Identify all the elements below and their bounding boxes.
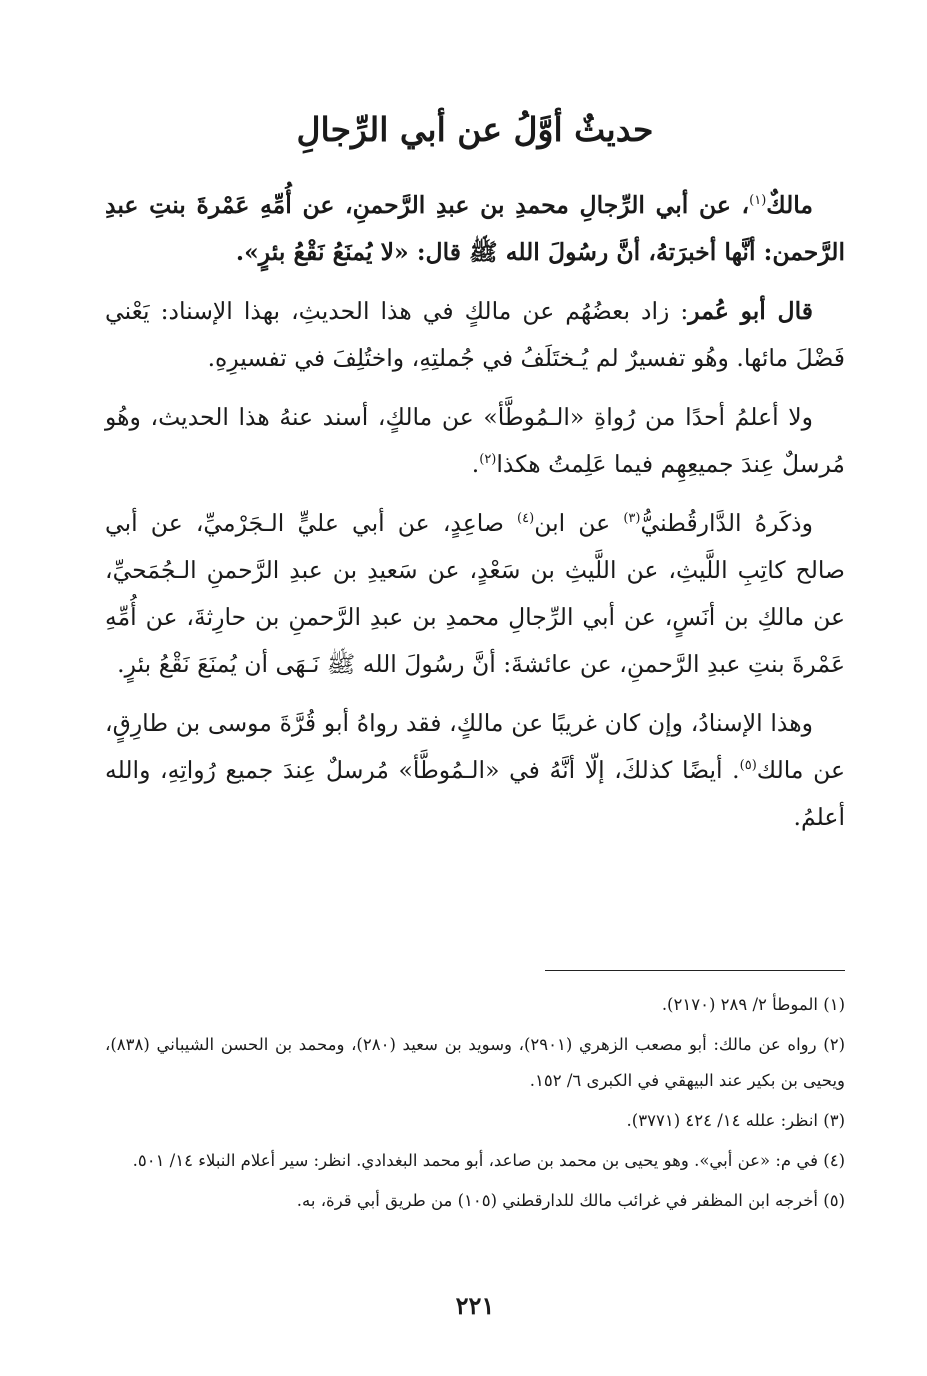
commentary-text: ولا أعلمُ أحدًا من رُواةِ «الـمُوطَّأ» عن مالكٍ، أسند عنهُ هذا الحديث، وهُو مُرسلٌ عِندَ جميعِهِم فيما عَلِمتُ هكذا [105, 403, 845, 478]
footnote-ref-2[interactable]: (٢) [479, 452, 497, 468]
narrator-name: مالكٌ [766, 191, 813, 219]
footnote-1: (١) الموطأ ٢/ ٢٨٩ (٢١٧٠). [661, 995, 845, 1014]
footnote-divider [545, 970, 845, 971]
commentary-text: : زاد بعضُهُم عن مالكٍ في هذا الحديثِ، بهذا الإسناد: يَعْني فَضْلَ مائها. وهُو تفسيرٌ لم يُـختَلَفُ في جُملتِهِ، واختُلِفَ في تفسيرِهِ. [105, 297, 845, 372]
commentator-name: قال أبو عُمر [688, 297, 813, 325]
page-number: ٢٢١ [455, 1291, 495, 1320]
main-text [105, 182, 845, 853]
commentary-text: . [471, 450, 480, 478]
hadith-text: ، عن أبي الرِّجالِ محمدِ بن عبدِ الرَّحمنِ، عن أُمِّهِ عَمْرةَ بنتِ عبدِ الرَّحمن: أنَّها أخبرَتهُ، أنَّ رسُولَ الله ﷺ قال: «لا يُمنَعُ نَقْعُ بئرٍ». [105, 191, 845, 266]
isnad-text: عن ابن [534, 509, 624, 537]
hadith-paragraph [105, 182, 845, 276]
hadith-title: حديثٌ أوَّلُ عن أبي الرِّجالِ [296, 110, 654, 149]
footnote-4: (٤) في م: «عن أبي». وهو يحيى بن محمد بن صاعد، أبو محمد البغدادي. انظر: سير أعلام النبلاء ١٤/ ٥٠١. [132, 1151, 845, 1170]
footnote-ref-4[interactable]: (٤) [517, 511, 535, 527]
footnote-ref-1[interactable]: (١) [749, 193, 767, 209]
book-page [105, 0, 845, 1376]
commentary-text: وهذا الإسنادُ، وإن كان غريبًا عن مالكٍ، فقد رواهُ أبو قُرَّةَ موسى بن طارِقٍ، عن مالك [105, 709, 845, 784]
isnad-paragraph [105, 500, 845, 688]
footnotes-section [105, 987, 845, 1223]
commentary-text: . أيضًا كذلكَ، إلّا أنَّهُ في «الـمُوطَّأ» مُرسلٌ عِندَ جميع رُواتِهِ، والله أعلمُ. [105, 756, 845, 831]
isnad-text: صاعِدٍ، عن أبي عليٍّ الـجَرْميِّ، عن أبي صالح كاتِبِ اللَّيثِ، عن اللَّيثِ بن سَعْدٍ، عن سَعيدِ بن عبدِ الرَّحمنِ الـجُمَحيِّ، عن مالكِ بن أنَسٍ، عن أبي الرِّجالِ محمدِ بن عبدِ الرَّحمنِ بن حارِثةَ، عن أُمِّهِ عَمْرةَ بنتِ عبدِ الرَّحمنِ، عن عائشةَ: أنَّ رسُولَ الله ﷺ نَـهَى أن يُمنَعَ نَقْعُ بئرٍ. [105, 509, 845, 678]
commentary-paragraph [105, 288, 845, 382]
commentary-paragraph [105, 700, 845, 841]
footnote-2: (٢) رواه عن مالك: أبو مصعب الزهري (٢٩٠١)، وسويد بن سعيد (٢٨٠)، ومحمد بن الحسن الشيباني (٨٣٨)، ويحيى بن بكير عند البيهقي في الكبرى ٦/ ١٥٢. [105, 1035, 845, 1090]
footnote-5: (٥) أخرجه ابن المظفر في غرائب مالك للدارقطني (١٠٥) من طريق أبي قرة، به. [296, 1191, 845, 1210]
commentary-paragraph [105, 394, 845, 488]
footnote-ref-5[interactable]: (٥) [739, 758, 757, 774]
isnad-text: وذكَرهُ الدَّارقُطنيُّ [640, 509, 813, 537]
footnote-ref-3[interactable]: (٣) [623, 511, 641, 527]
footnote-3: (٣) انظر: علله ١٤/ ٤٢٤ (٣٧٧١). [626, 1111, 845, 1130]
